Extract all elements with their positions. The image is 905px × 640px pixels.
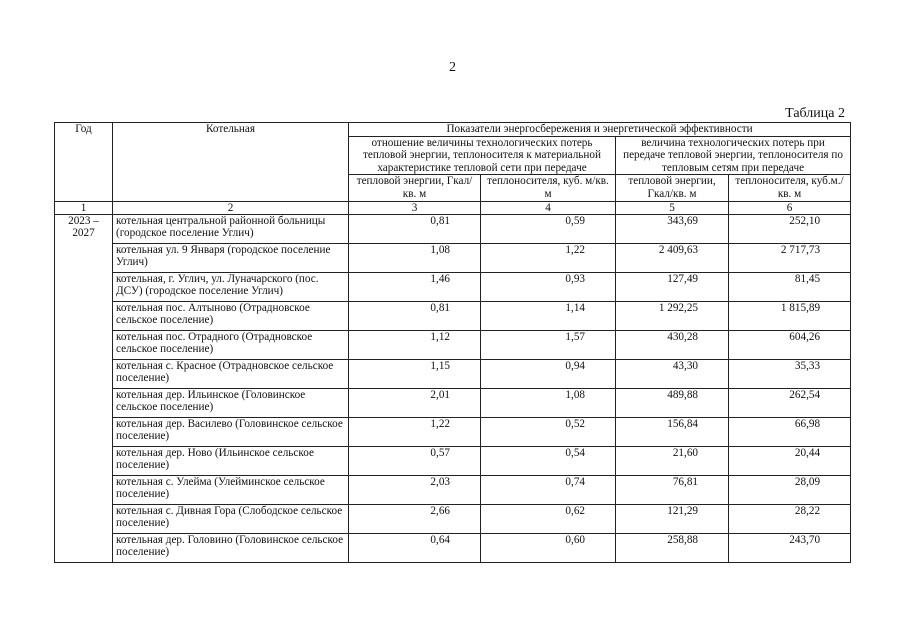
table-row [55, 243, 851, 272]
value-coolant-ratio: 0,74 [481, 475, 616, 504]
value-heat-ratio: 0,64 [349, 533, 481, 562]
table-row [55, 272, 851, 301]
value-coolant-losses: 1 815,89 [729, 301, 851, 330]
value-coolant-losses: 66,98 [729, 417, 851, 446]
value-heat-losses: 127,49 [616, 272, 729, 301]
value-heat-losses: 43,30 [616, 359, 729, 388]
table-caption: Таблица 2 [785, 106, 845, 121]
table-row [55, 388, 851, 417]
column-number: 2 [113, 201, 349, 214]
table-row [55, 214, 851, 243]
value-coolant-losses: 262,54 [729, 388, 851, 417]
value-heat-ratio: 1,08 [349, 243, 481, 272]
header-year: Год [55, 123, 113, 202]
value-coolant-losses: 35,33 [729, 359, 851, 388]
value-heat-losses: 430,28 [616, 330, 729, 359]
value-heat-ratio: 1,22 [349, 417, 481, 446]
boiler-name: котельная дер. Головино (Головинское сельское поселение) [113, 533, 349, 562]
value-coolant-ratio: 1,57 [481, 330, 616, 359]
boiler-name: котельная с. Дивная Гора (Слободское сельское поселение) [113, 504, 349, 533]
value-coolant-losses: 20,44 [729, 446, 851, 475]
energy-efficiency-table [54, 122, 851, 563]
header-group-ratio: отношение величины технологических потерь тепловой энергии, теплоносителя к материальной характеристике тепловой сети при передаче [349, 136, 616, 175]
value-heat-losses: 343,69 [616, 214, 729, 243]
value-heat-losses: 258,88 [616, 533, 729, 562]
value-coolant-losses: 604,26 [729, 330, 851, 359]
value-coolant-ratio: 1,14 [481, 301, 616, 330]
value-heat-ratio: 2,01 [349, 388, 481, 417]
table-row [55, 330, 851, 359]
value-heat-losses: 489,88 [616, 388, 729, 417]
value-heat-ratio: 0,57 [349, 446, 481, 475]
table-row [55, 301, 851, 330]
table-row [55, 533, 851, 562]
header-col4: теплоносителя, куб. м/кв. м [481, 175, 616, 201]
value-heat-ratio: 2,03 [349, 475, 481, 504]
boiler-name: котельная дер. Ново (Ильинское сельское поселение) [113, 446, 349, 475]
value-heat-losses: 121,29 [616, 504, 729, 533]
value-coolant-ratio: 1,22 [481, 243, 616, 272]
column-number: 6 [729, 201, 851, 214]
table-row [55, 475, 851, 504]
table-row [55, 446, 851, 475]
period-cell: 2023 – 2027 [55, 214, 113, 562]
value-coolant-losses: 28,22 [729, 504, 851, 533]
boiler-name: котельная с. Улейма (Улейминское сельское поселение) [113, 475, 349, 504]
value-heat-losses: 2 409,63 [616, 243, 729, 272]
value-coolant-ratio: 0,93 [481, 272, 616, 301]
boiler-name: котельная с. Красное (Отрадновское сельское поселение) [113, 359, 349, 388]
value-coolant-losses: 81,45 [729, 272, 851, 301]
table-row [55, 359, 851, 388]
column-number: 5 [616, 201, 729, 214]
header-group-losses: величина технологических потерь при передаче тепловой энергии, теплоносителя по тепловым сетям при передаче [616, 136, 851, 175]
value-coolant-ratio: 1,08 [481, 388, 616, 417]
value-heat-losses: 76,81 [616, 475, 729, 504]
boiler-name: котельная дер. Ильинское (Головинское сельское поселение) [113, 388, 349, 417]
boiler-name: котельная пос. Отрадного (Отрадновское сельское поселение) [113, 330, 349, 359]
header-boiler: Котельная [113, 123, 349, 202]
column-number: 4 [481, 201, 616, 214]
value-coolant-ratio: 0,59 [481, 214, 616, 243]
boiler-name: котельная дер. Василево (Головинское сельское поселение) [113, 417, 349, 446]
page-number: 2 [449, 60, 456, 75]
value-coolant-ratio: 0,54 [481, 446, 616, 475]
value-heat-losses: 156,84 [616, 417, 729, 446]
value-heat-ratio: 2,66 [349, 504, 481, 533]
header-col3: тепловой энергии, Гкал/кв. м [349, 175, 481, 201]
column-number: 3 [349, 201, 481, 214]
boiler-name: котельная пос. Алтыново (Отрадновское сельское поселение) [113, 301, 349, 330]
value-heat-ratio: 1,46 [349, 272, 481, 301]
header-col6: теплоносителя, куб.м./кв. м [729, 175, 851, 201]
value-coolant-ratio: 0,60 [481, 533, 616, 562]
boiler-name: котельная, г. Углич, ул. Луначарского (пос. ДСУ) (городское поселение Углич) [113, 272, 349, 301]
value-coolant-losses: 28,09 [729, 475, 851, 504]
header-col5: тепловой энергии, Гкал/кв. м [616, 175, 729, 201]
value-heat-losses: 1 292,25 [616, 301, 729, 330]
value-heat-ratio: 1,15 [349, 359, 481, 388]
value-heat-losses: 21,60 [616, 446, 729, 475]
value-heat-ratio: 0,81 [349, 214, 481, 243]
column-number: 1 [55, 201, 113, 214]
value-coolant-ratio: 0,62 [481, 504, 616, 533]
value-coolant-losses: 2 717,73 [729, 243, 851, 272]
boiler-name: котельная центральной районной больницы (городское поселение Углич) [113, 214, 349, 243]
value-heat-ratio: 1,12 [349, 330, 481, 359]
value-coolant-ratio: 0,94 [481, 359, 616, 388]
value-coolant-losses: 243,70 [729, 533, 851, 562]
header-indicators: Показатели энергосбережения и энергетической эффективности [349, 123, 851, 137]
value-coolant-losses: 252,10 [729, 214, 851, 243]
value-coolant-ratio: 0,52 [481, 417, 616, 446]
table-row [55, 417, 851, 446]
boiler-name: котельная ул. 9 Января (городское поселение Углич) [113, 243, 349, 272]
value-heat-ratio: 0,81 [349, 301, 481, 330]
table-row [55, 504, 851, 533]
